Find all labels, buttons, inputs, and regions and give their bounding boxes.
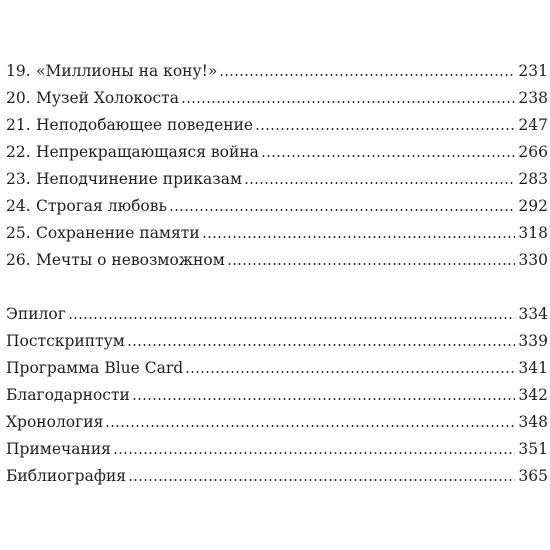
toc-entry-chapter-26 bbox=[6, 247, 548, 274]
dot-leader bbox=[227, 263, 516, 265]
dot-leader bbox=[113, 452, 515, 454]
section-title: Программа Blue Card bbox=[6, 358, 184, 377]
page-number: 247 bbox=[518, 116, 548, 134]
dot-leader bbox=[219, 74, 515, 76]
chapter-title: Музей Холокоста bbox=[36, 89, 179, 107]
dot-leader bbox=[127, 344, 516, 346]
dot-leader bbox=[181, 101, 515, 103]
page-number: 365 bbox=[518, 466, 548, 485]
section-title: Примечания bbox=[6, 439, 111, 458]
chapter-title: Неподобающее поведение bbox=[36, 116, 254, 134]
chapters-list bbox=[6, 58, 548, 274]
toc-entry-acknowledgments bbox=[6, 382, 548, 409]
chapter-number: 23. bbox=[6, 170, 31, 188]
toc-entry-notes bbox=[6, 436, 548, 463]
toc-entry-chapter-24 bbox=[6, 193, 548, 220]
section-title: Постскриптум bbox=[6, 331, 125, 350]
page-number: 341 bbox=[518, 358, 548, 377]
toc-entry-blue-card bbox=[6, 355, 548, 382]
chapter-number: 25. bbox=[6, 224, 31, 242]
dot-leader bbox=[68, 317, 516, 319]
toc-entry-chapter-19 bbox=[6, 58, 548, 85]
dot-leader bbox=[244, 182, 515, 184]
section-title: Хронология bbox=[6, 412, 104, 431]
chapter-number: 24. bbox=[6, 197, 31, 215]
page-number: 318 bbox=[518, 224, 548, 242]
toc-entry-chapter-21 bbox=[6, 112, 548, 139]
toc-entry-chapter-20 bbox=[6, 85, 548, 112]
chapter-number: 26. bbox=[6, 251, 31, 269]
chapter-title: Мечты о невозможном bbox=[36, 251, 225, 269]
dot-leader bbox=[128, 479, 515, 481]
section-title: Благодарности bbox=[6, 385, 130, 404]
chapter-number: 22. bbox=[6, 143, 31, 161]
chapter-title: Строгая любовь bbox=[36, 197, 167, 215]
page-number: 292 bbox=[518, 197, 548, 215]
page-number: 283 bbox=[518, 170, 548, 188]
back-matter-list bbox=[6, 301, 548, 490]
toc-entry-epilogue bbox=[6, 301, 548, 328]
dot-leader bbox=[169, 209, 515, 211]
dot-leader bbox=[255, 128, 515, 130]
dot-leader bbox=[132, 398, 516, 400]
section-title: Библиография bbox=[6, 466, 127, 485]
chapter-title: Непрекращающаяся война bbox=[36, 143, 259, 161]
page-number: 339 bbox=[518, 331, 548, 350]
toc-entry-postscript bbox=[6, 328, 548, 355]
page-number: 342 bbox=[518, 385, 548, 404]
chapter-title: «Миллионы на кону!» bbox=[36, 62, 218, 80]
page-number: 266 bbox=[518, 143, 548, 161]
page-number: 231 bbox=[518, 62, 548, 80]
toc-entry-chapter-22 bbox=[6, 139, 548, 166]
toc-entry-bibliography bbox=[6, 463, 548, 490]
page-number: 351 bbox=[518, 439, 548, 458]
table-of-contents bbox=[6, 58, 548, 490]
dot-leader bbox=[261, 155, 516, 157]
dot-leader bbox=[202, 236, 516, 238]
section-title: Эпилог bbox=[6, 304, 66, 323]
chapter-title: Сохранение памяти bbox=[36, 224, 200, 242]
dot-leader bbox=[105, 425, 515, 427]
chapter-number: 19. bbox=[6, 62, 31, 80]
toc-entry-chapter-23 bbox=[6, 166, 548, 193]
toc-entry-chapter-25 bbox=[6, 220, 548, 247]
page-number: 334 bbox=[518, 304, 548, 323]
dot-leader bbox=[185, 371, 515, 373]
chapter-title: Неподчинение приказам bbox=[36, 170, 243, 188]
page-number: 238 bbox=[518, 89, 548, 107]
toc-entry-chronology bbox=[6, 409, 548, 436]
page-number: 348 bbox=[518, 412, 548, 431]
chapter-number: 20. bbox=[6, 89, 31, 107]
page-number: 330 bbox=[518, 251, 548, 269]
chapter-number: 21. bbox=[6, 116, 31, 134]
